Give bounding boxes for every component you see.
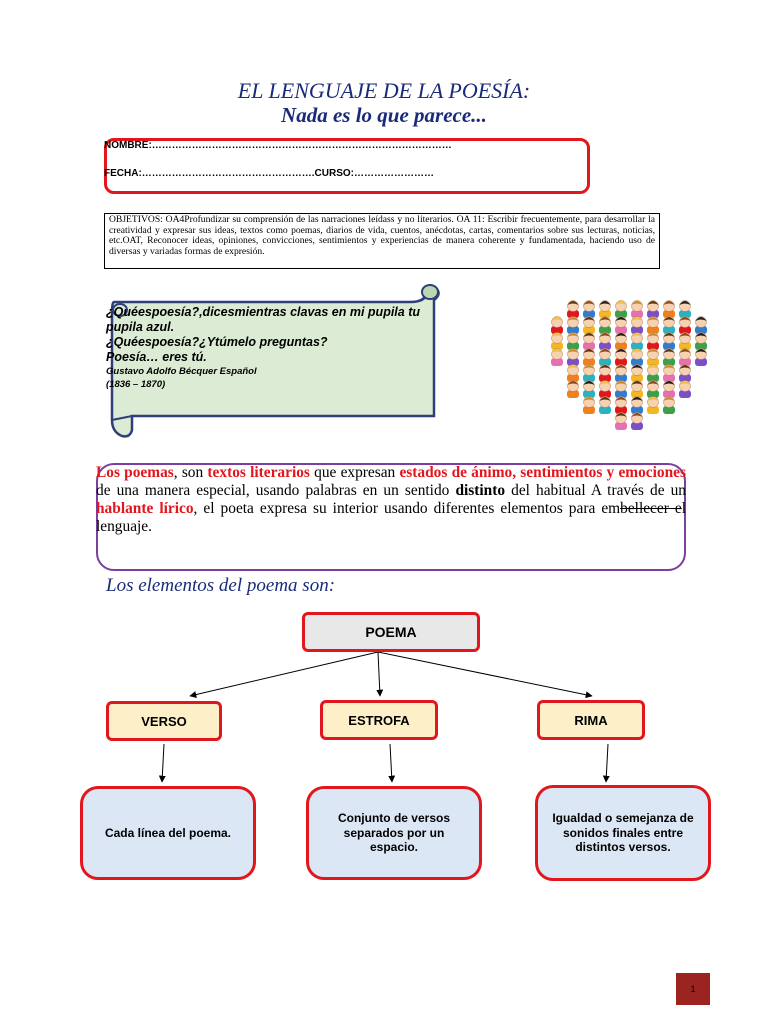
child-figure (567, 317, 579, 335)
poem-line: ¿Quéespoesía?,dicesmientras clavas en mi pupila tu pupila azul. (106, 305, 421, 334)
child-figure (663, 365, 675, 383)
poem-line: Poesía… eres tú. (106, 350, 207, 364)
child-figure (695, 333, 707, 351)
definition-highlight: textos literarios (207, 464, 310, 481)
child-figure (615, 381, 627, 399)
child-figure (631, 349, 643, 367)
child-figure (631, 381, 643, 399)
child-figure (679, 317, 691, 335)
child-figure (599, 301, 611, 319)
child-figure (663, 333, 675, 351)
child-figure (647, 301, 659, 319)
diagram-root-node: POEMA (302, 612, 480, 652)
child-figure (615, 317, 627, 335)
child-figure (567, 333, 579, 351)
child-figure (679, 301, 691, 319)
child-figure (567, 301, 579, 319)
child-figure (583, 365, 595, 383)
child-figure (647, 397, 659, 415)
child-figure (615, 365, 627, 383)
connector-arrow (162, 744, 164, 782)
date-course-field[interactable]: FECHA:…………………………………………….CURSO:…………………… (104, 168, 434, 179)
child-figure (567, 365, 579, 383)
child-figure (679, 365, 691, 383)
child-figure (647, 333, 659, 351)
child-figure (615, 333, 627, 351)
child-figure (647, 317, 659, 335)
child-figure (567, 381, 579, 399)
child-figure (695, 349, 707, 367)
child-figure (615, 349, 627, 367)
child-figure (679, 381, 691, 399)
child-figure (551, 349, 563, 367)
poem-dates: (1836 – 1870) (106, 379, 166, 390)
diagram-description-verso: Cada línea del poema. (80, 786, 256, 880)
diagram-description-rima: Igualdad o semejanza de sonidos finales entre distintos versos. (535, 785, 711, 881)
child-figure (631, 333, 643, 351)
child-figure (631, 317, 643, 335)
child-figure (631, 413, 643, 431)
child-figure (631, 397, 643, 415)
poem-line: ¿Quéespoesía?¿Ytúmelo preguntas? (106, 335, 328, 349)
child-figure (615, 413, 627, 431)
child-figure (679, 333, 691, 351)
connector-arrow (606, 744, 608, 782)
poem-text (106, 305, 436, 391)
child-figure (663, 317, 675, 335)
child-figure (663, 301, 675, 319)
child-figure (663, 349, 675, 367)
connector-arrow (378, 652, 592, 696)
child-figure (551, 333, 563, 351)
child-figure (583, 333, 595, 351)
definition-term: Los poemas (96, 464, 174, 481)
diagram-node-estrofa: ESTROFA (320, 700, 438, 740)
child-figure (615, 301, 627, 319)
child-figure (567, 349, 579, 367)
connector-arrow (190, 652, 378, 696)
child-figure (631, 301, 643, 319)
page-subtitle: Nada es lo que parece... (281, 103, 487, 127)
children-heart-image (533, 278, 723, 443)
name-field[interactable]: NOMBRE:……………………………………………………………………………… (104, 140, 452, 151)
child-figure (647, 381, 659, 399)
poem-author: Gustavo Adolfo Bécquer Español (106, 366, 257, 377)
page-number-badge: 1 (676, 973, 710, 1005)
child-figure (663, 381, 675, 399)
child-figure (583, 317, 595, 335)
child-figure (583, 349, 595, 367)
child-figure (583, 397, 595, 415)
objectives-box: OBJETIVOS: OA4Profundizar su comprensión de las narraciones leídass y no literarios. OA 11: Escribir frecuentemente, para desarrollar la creatividad y expresar sus ideas, textos como poemas, diarios de vida, cuentos, anécdotas, cartas, comentarios sobre sus lecturas, noticias, etc.OAT, Reconocer ideas, opiniones, convicciones, sentimientos y experiencias de manera coherente y fundamentada, haciendo uso de diversas y variadas formas de expresión. (104, 213, 660, 269)
connector-arrow (378, 652, 380, 696)
child-figure (647, 365, 659, 383)
child-figure (679, 349, 691, 367)
diagram-node-rima: RIMA (537, 700, 645, 740)
child-figure (551, 317, 563, 335)
definition-emphasis: distinto (455, 482, 506, 499)
child-figure (583, 301, 595, 319)
child-figure (647, 349, 659, 367)
child-figure (599, 349, 611, 367)
connector-arrow (390, 744, 392, 782)
page-title: EL LENGUAJE DE LA POESÍA: (237, 78, 531, 103)
child-figure (599, 333, 611, 351)
diagram-node-verso: VERSO (106, 701, 222, 741)
child-figure (599, 381, 611, 399)
definition-highlight: estados de ánimo, sentimientos y emociones (399, 464, 686, 481)
child-figure (695, 317, 707, 335)
child-figure (599, 365, 611, 383)
child-figure (599, 397, 611, 415)
elements-heading: Los elementos del poema son: (106, 575, 336, 596)
child-figure (631, 365, 643, 383)
definition-highlight: hablante lírico (96, 500, 194, 517)
child-figure (663, 397, 675, 415)
definition-text: Los poemas, son textos literarios que expresan estados de ánimo, sentimientos y emociones de una manera especial, usando palabras en un sentido distinto del habitual A través de un hablante lírico, el poeta expresa su interior usando diferentes elementos para embellecer el lenguaje. (96, 464, 686, 535)
child-figure (615, 397, 627, 415)
child-figure (583, 381, 595, 399)
diagram-description-estrofa: Conjunto de versos separados por un espacio. (306, 786, 482, 880)
child-figure (599, 317, 611, 335)
